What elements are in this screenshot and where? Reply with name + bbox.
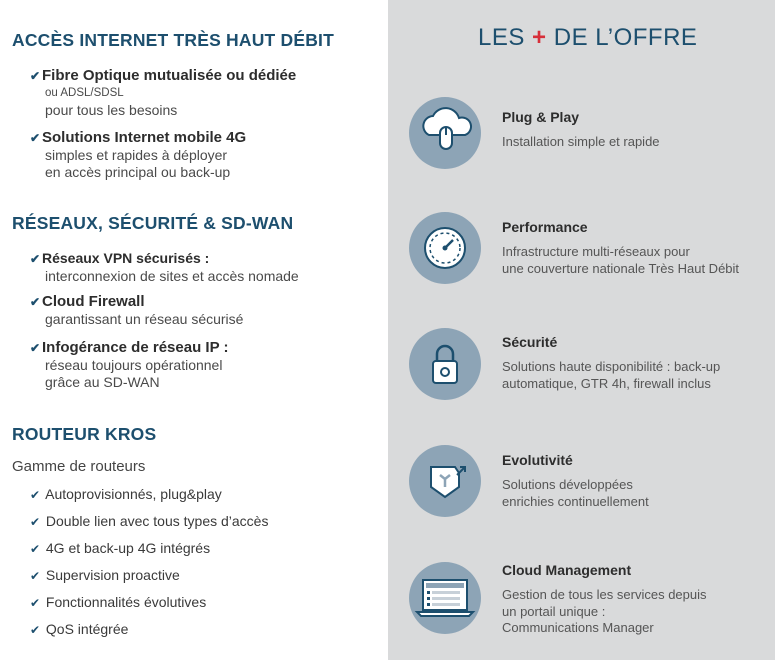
feature-title: Performance	[502, 219, 588, 235]
list-item: ✔ Fibre Optique mutualisée ou dédiée ou ADSL/SDSL pour tous les besoins	[30, 67, 297, 118]
cloud-mouse-icon	[409, 97, 481, 169]
padlock-icon	[409, 328, 481, 400]
section-title-internet: ACCÈS INTERNET TRÈS HAUT DÉBIT	[12, 30, 334, 50]
section-title-routeur: ROUTEUR KROS	[12, 424, 157, 444]
feature-title: Cloud Management	[502, 562, 632, 578]
check-icon: ✔	[30, 515, 41, 529]
feature-title: Sécurité	[502, 334, 558, 350]
check-icon: ✔	[30, 623, 41, 637]
speedometer-gear-icon	[409, 212, 481, 284]
list-item: ✔ Cloud Firewall garantissant un réseau sécurisé	[30, 293, 244, 327]
check-icon: ✔	[30, 542, 41, 556]
feature-desc: Solutions développées enrichies continuellement	[502, 477, 649, 509]
plus-icon: +	[532, 24, 547, 51]
list-item: ✔ Autoprovisionnés, plug&play	[30, 486, 222, 502]
list-item: ✔ Réseaux VPN sécurisés : interconnexion de sites et accès nomade	[30, 250, 299, 284]
list-item: ✔ Infogérance de réseau IP : réseau toujours opérationnel grâce au SD-WAN	[30, 339, 229, 390]
feature-title: Evolutivité	[502, 452, 573, 468]
check-icon: ✔	[30, 596, 41, 610]
laptop-dashboard-icon	[409, 562, 481, 634]
list-item: ✔ 4G et back-up 4G intégrés	[30, 540, 211, 556]
feature-title: Plug & Play	[502, 109, 580, 125]
feature-desc: Infrastructure multi-réseaux pour une couverture nationale Très Haut Débit	[502, 244, 740, 276]
check-icon: ✔	[30, 569, 41, 583]
routeur-lead: Gamme de routeurs	[12, 458, 146, 475]
list-item: ✔ QoS intégrée	[30, 621, 129, 637]
section-title-reseaux: RÉSEAUX, SÉCURITÉ & SD-WAN	[12, 213, 294, 233]
list-item: ✔ Solutions Internet mobile 4G simples et rapides à déployer en accès principal ou back-up	[30, 129, 247, 180]
check-icon: ✔	[30, 131, 41, 145]
offer-title: LES + DE L’OFFRE	[478, 24, 698, 51]
growth-shield-icon	[409, 445, 481, 517]
list-item: ✔ Fonctionnalités évolutives	[30, 594, 207, 610]
check-icon: ✔	[30, 252, 41, 266]
feature-desc: Solutions haute disponibilité : back-up automatique, GTR 4h, firewall inclus	[502, 359, 721, 391]
check-icon: ✔	[30, 341, 41, 355]
check-icon: ✔	[30, 69, 41, 83]
feature-desc: Installation simple et rapide	[502, 134, 660, 149]
check-icon: ✔	[30, 295, 41, 309]
feature-desc: Gestion de tous les services depuis un portail unique : Communications Manager	[502, 587, 707, 635]
list-item: ✔ Supervision proactive	[30, 567, 180, 583]
check-icon: ✔	[30, 488, 41, 502]
list-item: ✔ Double lien avec tous types d’accès	[30, 513, 269, 529]
